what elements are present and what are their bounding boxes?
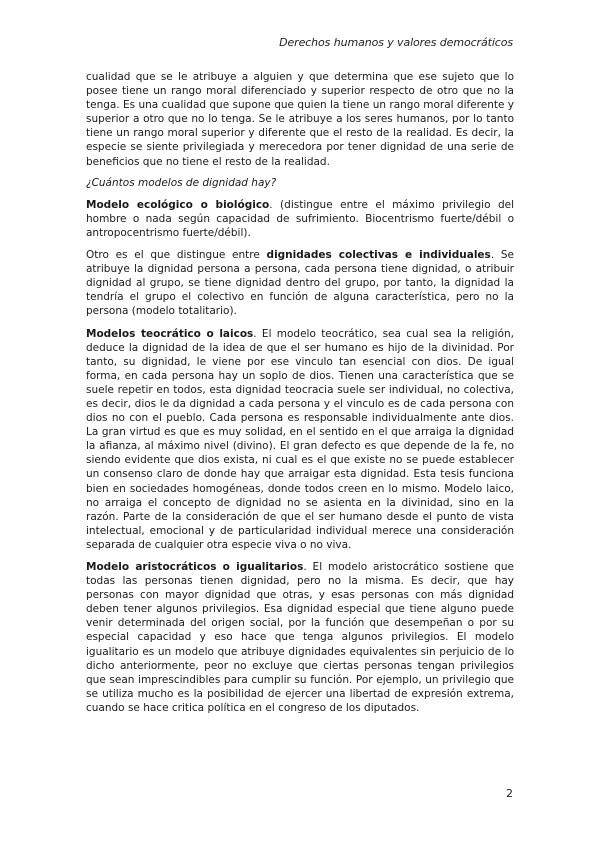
paragraph-aristocratic-egalitarian (86, 560, 514, 715)
ecological-model-heading: Modelo ecológico o biológico (86, 198, 270, 211)
collective-individual-text: . Se atribuye la dignidad persona a persona, cada persona tiene dignidad, o atribuir dignidad al grupo, se tiene dignidad dentro del grupo, por tanto, la dignidad la tendría el grupo el colectivo en función de alguna característica, pero no la persona (modelo totalitario). (86, 249, 514, 318)
page-number: 2 (506, 787, 513, 800)
paragraph-theocratic-secular (86, 327, 514, 553)
collective-individual-intro: Otro es el que distingue entre (86, 249, 267, 262)
paragraph-dignity-definition: cualidad que se le atribuye a alguien y que determina que ese sujeto que lo posee tiene un rango moral diferenciado y superior respecto de otro que no la tenga. Es una cualidad que supone que quien la tiene un rango moral diferente y superior a otro que no lo tenga. Se le atribuye a los seres humanos, por lo tanto tiene un rango moral superior y diferente que el resto de la realidad. Es decir, la especie se siente privilegiada y merecedora por tener dignidad de una serie de beneficios que no tiene el resto de la realidad. (86, 71, 514, 168)
ecological-model-text: . (distingue entre el máximo privilegio del hombre o nada según capacidad de sufrimiento. Biocentrismo fuerte/débil o antropocentrismo fuerte/débil). (86, 198, 514, 239)
theocratic-secular-heading: Modelos teocrático o laicos (86, 327, 254, 340)
running-header: Derechos humanos y valores democráticos (279, 36, 513, 49)
aristocratic-egalitarian-text: . El modelo aristocrático sostiene que todas las personas tienen dignidad, pero no la misma. Es decir, que hay personas con mayor dignidad que otras, y esas personas con más dignidad deben tener algunos privilegios. Esa dignidad especial que tiene alguno puede venir determinada del origen social, por la función que desempeñan o por su especial capacidad y eso hace que tenga algunos privilegios. El modelo igualitario es un modelo que atribuye dignidades equivalentes sin perjuicio de lo dicho anteriormente, peor no excluye que ciertas personas tengan privilegios que sean imprescindibles para cumplir su función. Por ejemplo, un privilegio que se utiliza mucho es la posibilidad de ejercer una libertad de expresión extrema, cuando se hace critica política en el congreso de los diputados. (86, 561, 514, 714)
aristocratic-egalitarian-heading: Modelo aristocráticos o igualitarios (86, 561, 304, 573)
theocratic-secular-text: . El modelo teocrático, sea cual sea la religión, deduce la dignidad de la idea de que el ser humano es hijo de la divinidad. Por tanto, su dignidad, le viene por ese vinculo tan esencial con dios. De igual forma, en cada persona hay un soplo de dios. Tienen una característica que se suele repetir en todos, esta dignidad teocracia suele ser individual, no colectiva, es decir, dios le da dignidad a cada persona y el vinculo es de cada persona con dios no con el pueblo. Cada persona es responsable individualmente ante dios. La gran virtud es que es muy solidad, en el sentido en el que arraiga la dignidad la afianza, al máximo nivel (divino). El gran defecto es que depende de la fe, no siendo evidente que dios exista, ni cual es el que existe no se puede establecer un consenso claro de donde hay que arraigar esta dignidad. Esta tesis funciona bien en sociedades homogéneas, donde todos creen en lo mismo. Modelo laico, no arraiga el concepto de dignidad no se asienta en la divinidad, sino en la razón. Parte de la consideración de que el ser humano desde el punto de vista intelectual, emocional y de particularidad individual merece una consideración separada de cualquier otra especie viva o no viva. (86, 327, 514, 551)
section-question: ¿Cuántos modelos de dignidad hay? (86, 176, 277, 189)
collective-individual-heading: dignidades colectivas e individuales (266, 249, 491, 262)
body-text (86, 70, 514, 723)
paragraph-ecological-model (86, 198, 514, 240)
paragraph-collective-individual (86, 248, 514, 318)
